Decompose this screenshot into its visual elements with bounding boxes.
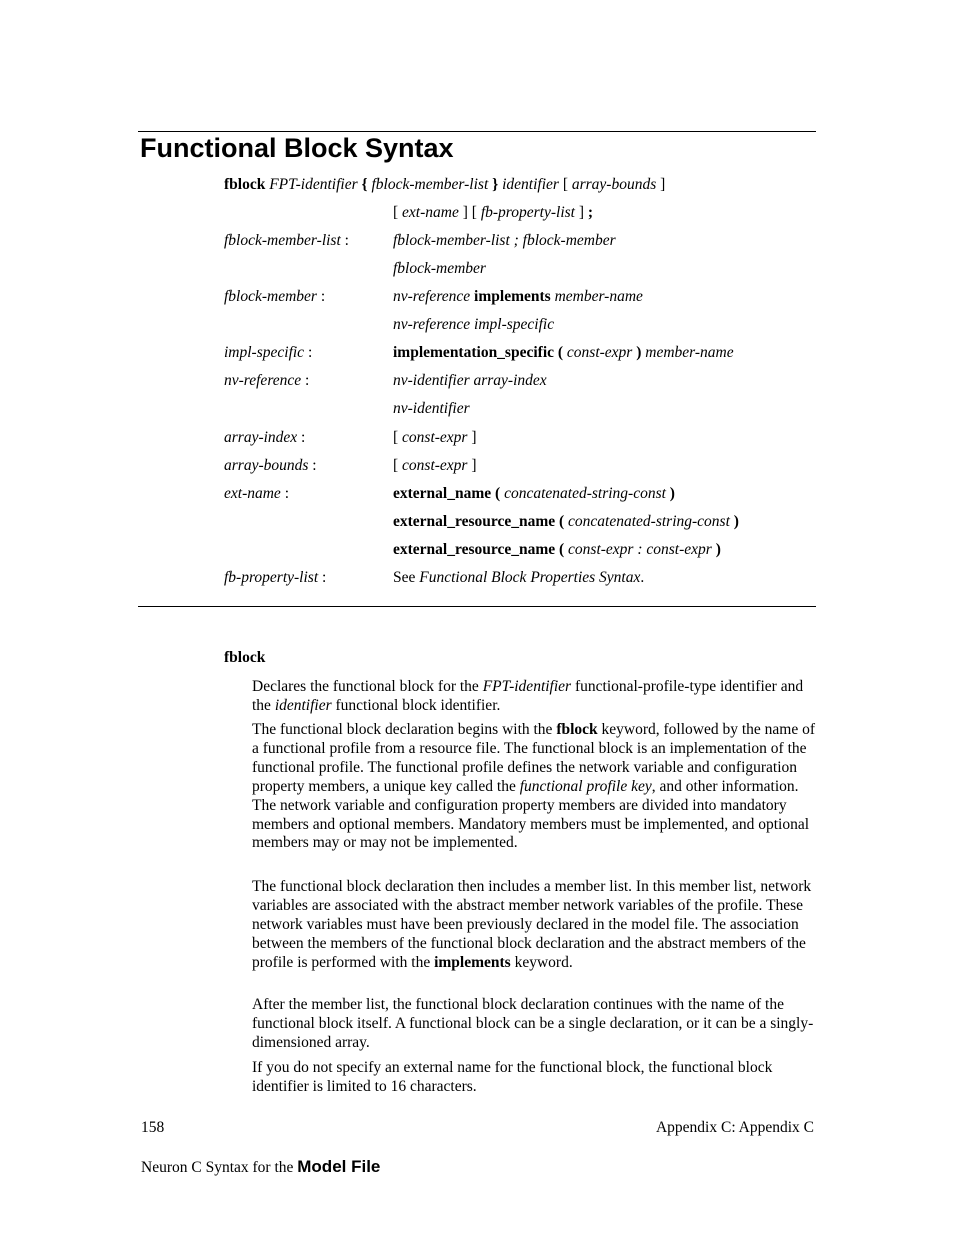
rule-rhs: external_resource_name ( concatenated-string-const ) (393, 513, 739, 530)
paragraph-4: After the member list, the functional block declaration continues with the name of the functional block itself. A functional block can be a single declaration, or it can be a singly-dimensioned array. (252, 996, 814, 1051)
paragraph-5: If you do not specify an external name for the functional block, the functional block identifier is limited to 16 characters. (252, 1059, 773, 1095)
rule-rhs: nv-identifier array-index (393, 372, 547, 389)
bottom-rule (138, 606, 816, 607)
rule-rhs: nv-identifier (393, 400, 470, 417)
paragraph-3: The functional block declaration then includes a member list. In this member list, network variables are associated with the abstract member network variables of the profile. These network variables must have been previously declared in the model file. The association between the members of the functional block declaration and the abstract members of the profile is performed with the implements keyword. (252, 878, 812, 971)
rule-lhs-array-index: array-index : (224, 429, 306, 446)
syntax-line-fblock-cont: [ ext-name ] [ fb-property-list ] ; (393, 204, 594, 221)
footer-chapter: Appendix C: Appendix C (655, 1119, 814, 1136)
rule-lhs-fblock-member-list: fblock-member-list : (224, 232, 349, 249)
section-title: fblock (224, 649, 266, 666)
rule-rhs: See Functional Block Properties Syntax. (393, 569, 645, 586)
rule-lhs-impl-specific: impl-specific : (224, 344, 313, 361)
rule-rhs: fblock-member-list ; fblock-member (393, 232, 616, 249)
rule-rhs: [ const-expr ] (393, 429, 477, 446)
page-title: Functional Block Syntax (140, 133, 454, 163)
rule-lhs-fblock-member: fblock-member : (224, 288, 326, 305)
rule-rhs: external_resource_name ( const-expr : const-expr ) (393, 541, 721, 558)
rule-lhs-array-bounds: array-bounds : (224, 457, 317, 474)
paragraph-1: Declares the functional block for the FPT-identifier functional-profile-type identifier and the identifier functional block identifier. (252, 678, 804, 714)
rule-rhs: implementation_specific ( const-expr ) member-name (393, 344, 734, 361)
footer-title: Neuron C Syntax for the Model File (141, 1157, 381, 1176)
top-rule (138, 131, 816, 132)
paragraph-2: The functional block declaration begins with the fblock keyword, followed by the name of a functional profile from a resource file. The functional block is an implementation of the functional profile. The functional profile defines the network variable and configuration property members, a unique key called the functional profile key, and other information. The network variable and configuration property members are divided into mandatory members and optional members. Mandatory members must be implemented, and optional members may or may not be implemented. (252, 721, 816, 852)
rule-rhs: external_name ( concatenated-string-const ) (393, 485, 675, 502)
rule-rhs: nv-reference impl-specific (393, 316, 555, 333)
rule-rhs: [ const-expr ] (393, 457, 477, 474)
rule-lhs-nv-reference: nv-reference : (224, 372, 310, 389)
rule-rhs: nv-reference implements member-name (393, 288, 643, 305)
syntax-line-fblock: fblock FPT-identifier { fblock-member-list } identifier [ array-bounds ] (224, 176, 666, 193)
page-number: 158 (141, 1119, 165, 1136)
rule-lhs-ext-name: ext-name : (224, 485, 289, 502)
rule-lhs-fb-property-list: fb-property-list : (224, 569, 327, 586)
rule-rhs: fblock-member (393, 260, 486, 277)
